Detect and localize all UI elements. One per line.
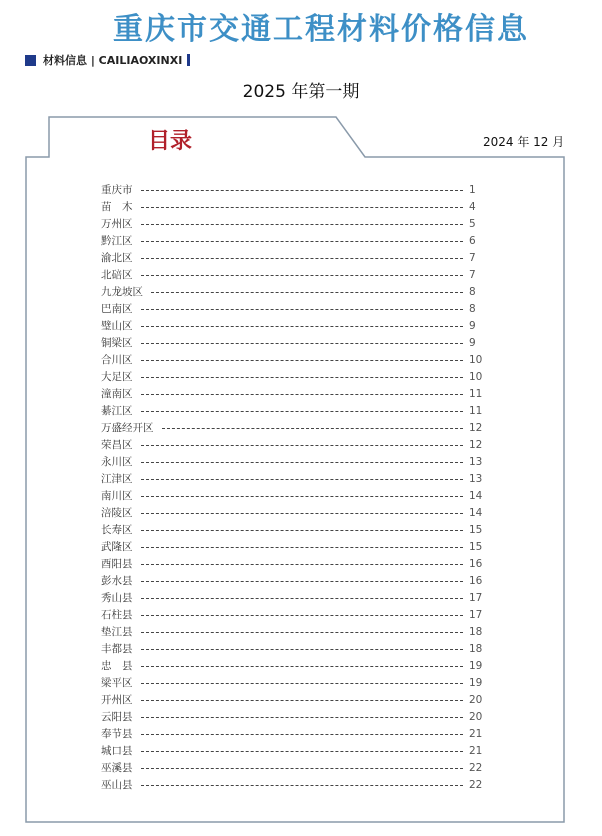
leader-dots	[141, 224, 464, 225]
toc-entry-page: 11	[469, 404, 483, 417]
toc-entry-label: 秀山县	[101, 592, 133, 604]
leader-dots	[141, 275, 464, 276]
leader-dots	[141, 530, 464, 531]
toc-entry-label: 奉节县	[101, 728, 133, 740]
leader-dots	[141, 581, 464, 582]
leader-dots	[141, 649, 464, 650]
leader-dots	[141, 360, 464, 361]
toc-entry-page: 8	[469, 302, 476, 315]
toc-entry[interactable]	[101, 691, 491, 708]
leader-dots	[141, 343, 464, 344]
toc-entry-page: 4	[469, 200, 476, 213]
toc-entry[interactable]	[101, 589, 491, 606]
toc-entry[interactable]	[101, 742, 491, 759]
leader-dots	[141, 258, 464, 259]
toc-entry-page: 18	[469, 642, 483, 655]
toc-entry-label: 渝北区	[101, 252, 133, 264]
leader-dots	[141, 666, 464, 667]
leader-dots	[141, 462, 464, 463]
toc-entry-page: 8	[469, 285, 476, 298]
leader-dots	[141, 241, 464, 242]
toc-entry-label: 城口县	[101, 745, 133, 757]
toc-entry-label: 南川区	[101, 490, 133, 502]
toc-entry-page: 9	[469, 336, 476, 349]
leader-dots	[141, 326, 464, 327]
toc-entry-label: 云阳县	[101, 711, 133, 723]
leader-dots	[141, 190, 464, 191]
toc-entry-page: 7	[469, 251, 476, 264]
toc-entry[interactable]	[101, 402, 491, 419]
toc-entry[interactable]	[101, 504, 491, 521]
toc-date: 2024 年 12 月	[483, 135, 565, 149]
toc-entry[interactable]	[101, 776, 491, 793]
toc-entry[interactable]	[101, 572, 491, 589]
leader-dots	[141, 615, 464, 616]
toc-entry-label: 永川区	[101, 456, 133, 468]
toc-entry[interactable]	[101, 725, 491, 742]
leader-dots	[141, 445, 464, 446]
toc-entry-label: 九龙坡区	[101, 286, 143, 298]
leader-dots	[141, 683, 464, 684]
toc-entry-page: 20	[469, 693, 483, 706]
toc-entry[interactable]	[101, 538, 491, 555]
leader-dots	[141, 207, 464, 208]
toc-entry-page: 12	[469, 438, 483, 451]
toc-entry[interactable]	[101, 487, 491, 504]
toc-entry[interactable]	[101, 623, 491, 640]
toc-entry-label: 万州区	[101, 218, 133, 230]
leader-dots	[141, 734, 464, 735]
toc-entry[interactable]	[101, 181, 491, 198]
toc-entry-label: 涪陵区	[101, 507, 133, 519]
leader-dots	[141, 479, 464, 480]
toc-entry-label: 北碚区	[101, 269, 133, 281]
toc-entry[interactable]	[101, 283, 491, 300]
leader-dots	[151, 292, 463, 293]
leader-dots	[141, 411, 464, 412]
toc-entry[interactable]	[101, 385, 491, 402]
toc-entry-page: 21	[469, 727, 483, 740]
toc-entry[interactable]	[101, 555, 491, 572]
toc-entry[interactable]	[101, 606, 491, 623]
toc-entry-page: 5	[469, 217, 476, 230]
toc-entry-page: 10	[469, 370, 483, 383]
leader-dots	[141, 513, 464, 514]
toc-entry-page: 14	[469, 506, 483, 519]
toc-entry-page: 10	[469, 353, 483, 366]
toc-entry-label: 丰都县	[101, 643, 133, 655]
leader-dots	[141, 547, 464, 548]
toc-entry-page: 21	[469, 744, 483, 757]
toc-entry[interactable]	[101, 249, 491, 266]
toc-entry-page: 22	[469, 778, 483, 791]
toc-entry-page: 14	[469, 489, 483, 502]
toc-entry[interactable]	[101, 657, 491, 674]
toc-entry[interactable]	[101, 470, 491, 487]
toc-entry[interactable]	[101, 215, 491, 232]
toc-heading: 目录	[148, 128, 193, 154]
leader-dots	[141, 309, 464, 310]
toc-entry-page: 15	[469, 540, 483, 553]
toc-entry-label: 酉阳县	[101, 558, 133, 570]
toc-entry[interactable]	[101, 521, 491, 538]
toc-entry-label: 长寿区	[101, 524, 133, 536]
toc-entry-label: 綦江区	[101, 405, 133, 417]
section-text: 材料信息 | CAILIAOXINXI	[43, 54, 183, 67]
toc-entry-label: 重庆市	[101, 184, 133, 196]
toc-entry-page: 19	[469, 676, 483, 689]
leader-dots	[141, 632, 464, 633]
toc-list	[101, 181, 491, 793]
toc-entry-label: 潼南区	[101, 388, 133, 400]
toc-entry-page: 6	[469, 234, 476, 247]
toc-entry-page: 17	[469, 591, 483, 604]
toc-entry-label: 大足区	[101, 371, 133, 383]
toc-entry[interactable]	[101, 436, 491, 453]
leader-dots	[141, 377, 464, 378]
toc-entry[interactable]	[101, 674, 491, 691]
toc-entry-page: 7	[469, 268, 476, 281]
toc-entry-label: 开州区	[101, 694, 133, 706]
toc-entry-page: 18	[469, 625, 483, 638]
toc-entry-label: 垫江县	[101, 626, 133, 638]
toc-entry[interactable]	[101, 334, 491, 351]
toc-entry-label: 忠 县	[101, 660, 133, 672]
toc-entry[interactable]	[101, 759, 491, 776]
leader-dots	[162, 428, 464, 429]
toc-entry-label: 武隆区	[101, 541, 133, 553]
toc-entry-page: 1	[469, 183, 476, 196]
toc-entry-label: 巴南区	[101, 303, 133, 315]
toc-entry[interactable]	[101, 640, 491, 657]
toc-entry-label: 巫山县	[101, 779, 133, 791]
toc-entry[interactable]	[101, 419, 491, 436]
toc-entry-label: 铜梁区	[101, 337, 133, 349]
toc-entry-page: 16	[469, 557, 483, 570]
leader-dots	[141, 564, 464, 565]
toc-entry-page: 9	[469, 319, 476, 332]
toc-entry-page: 13	[469, 455, 483, 468]
toc-entry-label: 黔江区	[101, 235, 133, 247]
toc-entry-label: 石柱县	[101, 609, 133, 621]
toc-entry-label: 江津区	[101, 473, 133, 485]
leader-dots	[141, 768, 464, 769]
toc-entry[interactable]	[101, 368, 491, 385]
publication-title: 重庆市交通工程材料价格信息	[113, 12, 529, 47]
toc-entry-label: 彭水县	[101, 575, 133, 587]
toc-entry-page: 15	[469, 523, 483, 536]
toc-entry-page: 12	[469, 421, 483, 434]
toc-entry[interactable]	[101, 300, 491, 317]
toc-entry[interactable]	[101, 198, 491, 215]
leader-dots	[141, 700, 464, 701]
toc-entry-label: 苗 木	[101, 201, 133, 213]
toc-entry-page: 13	[469, 472, 483, 485]
leader-dots	[141, 394, 464, 395]
leader-dots	[141, 751, 464, 752]
toc-entry-page: 20	[469, 710, 483, 723]
toc-entry-page: 19	[469, 659, 483, 672]
toc-entry[interactable]	[101, 351, 491, 368]
toc-entry[interactable]	[101, 708, 491, 725]
toc-entry[interactable]	[101, 317, 491, 334]
leader-dots	[141, 785, 464, 786]
toc-entry-page: 22	[469, 761, 483, 774]
toc-entry[interactable]	[101, 232, 491, 249]
leader-dots	[141, 717, 464, 718]
toc-entry-label: 梁平区	[101, 677, 133, 689]
toc-entry[interactable]	[101, 453, 491, 470]
toc-entry-label: 荣昌区	[101, 439, 133, 451]
toc-entry-label: 璧山区	[101, 320, 133, 332]
toc-entry-page: 16	[469, 574, 483, 587]
leader-dots	[141, 598, 464, 599]
toc-entry[interactable]	[101, 266, 491, 283]
toc-entry-label: 巫溪县	[101, 762, 133, 774]
toc-entry-label: 合川区	[101, 354, 133, 366]
toc-entry-label: 万盛经开区	[101, 422, 154, 434]
toc-entry-page: 11	[469, 387, 483, 400]
issue-title: 2025 年第一期	[242, 82, 360, 102]
toc-entry-page: 17	[469, 608, 483, 621]
leader-dots	[141, 496, 464, 497]
